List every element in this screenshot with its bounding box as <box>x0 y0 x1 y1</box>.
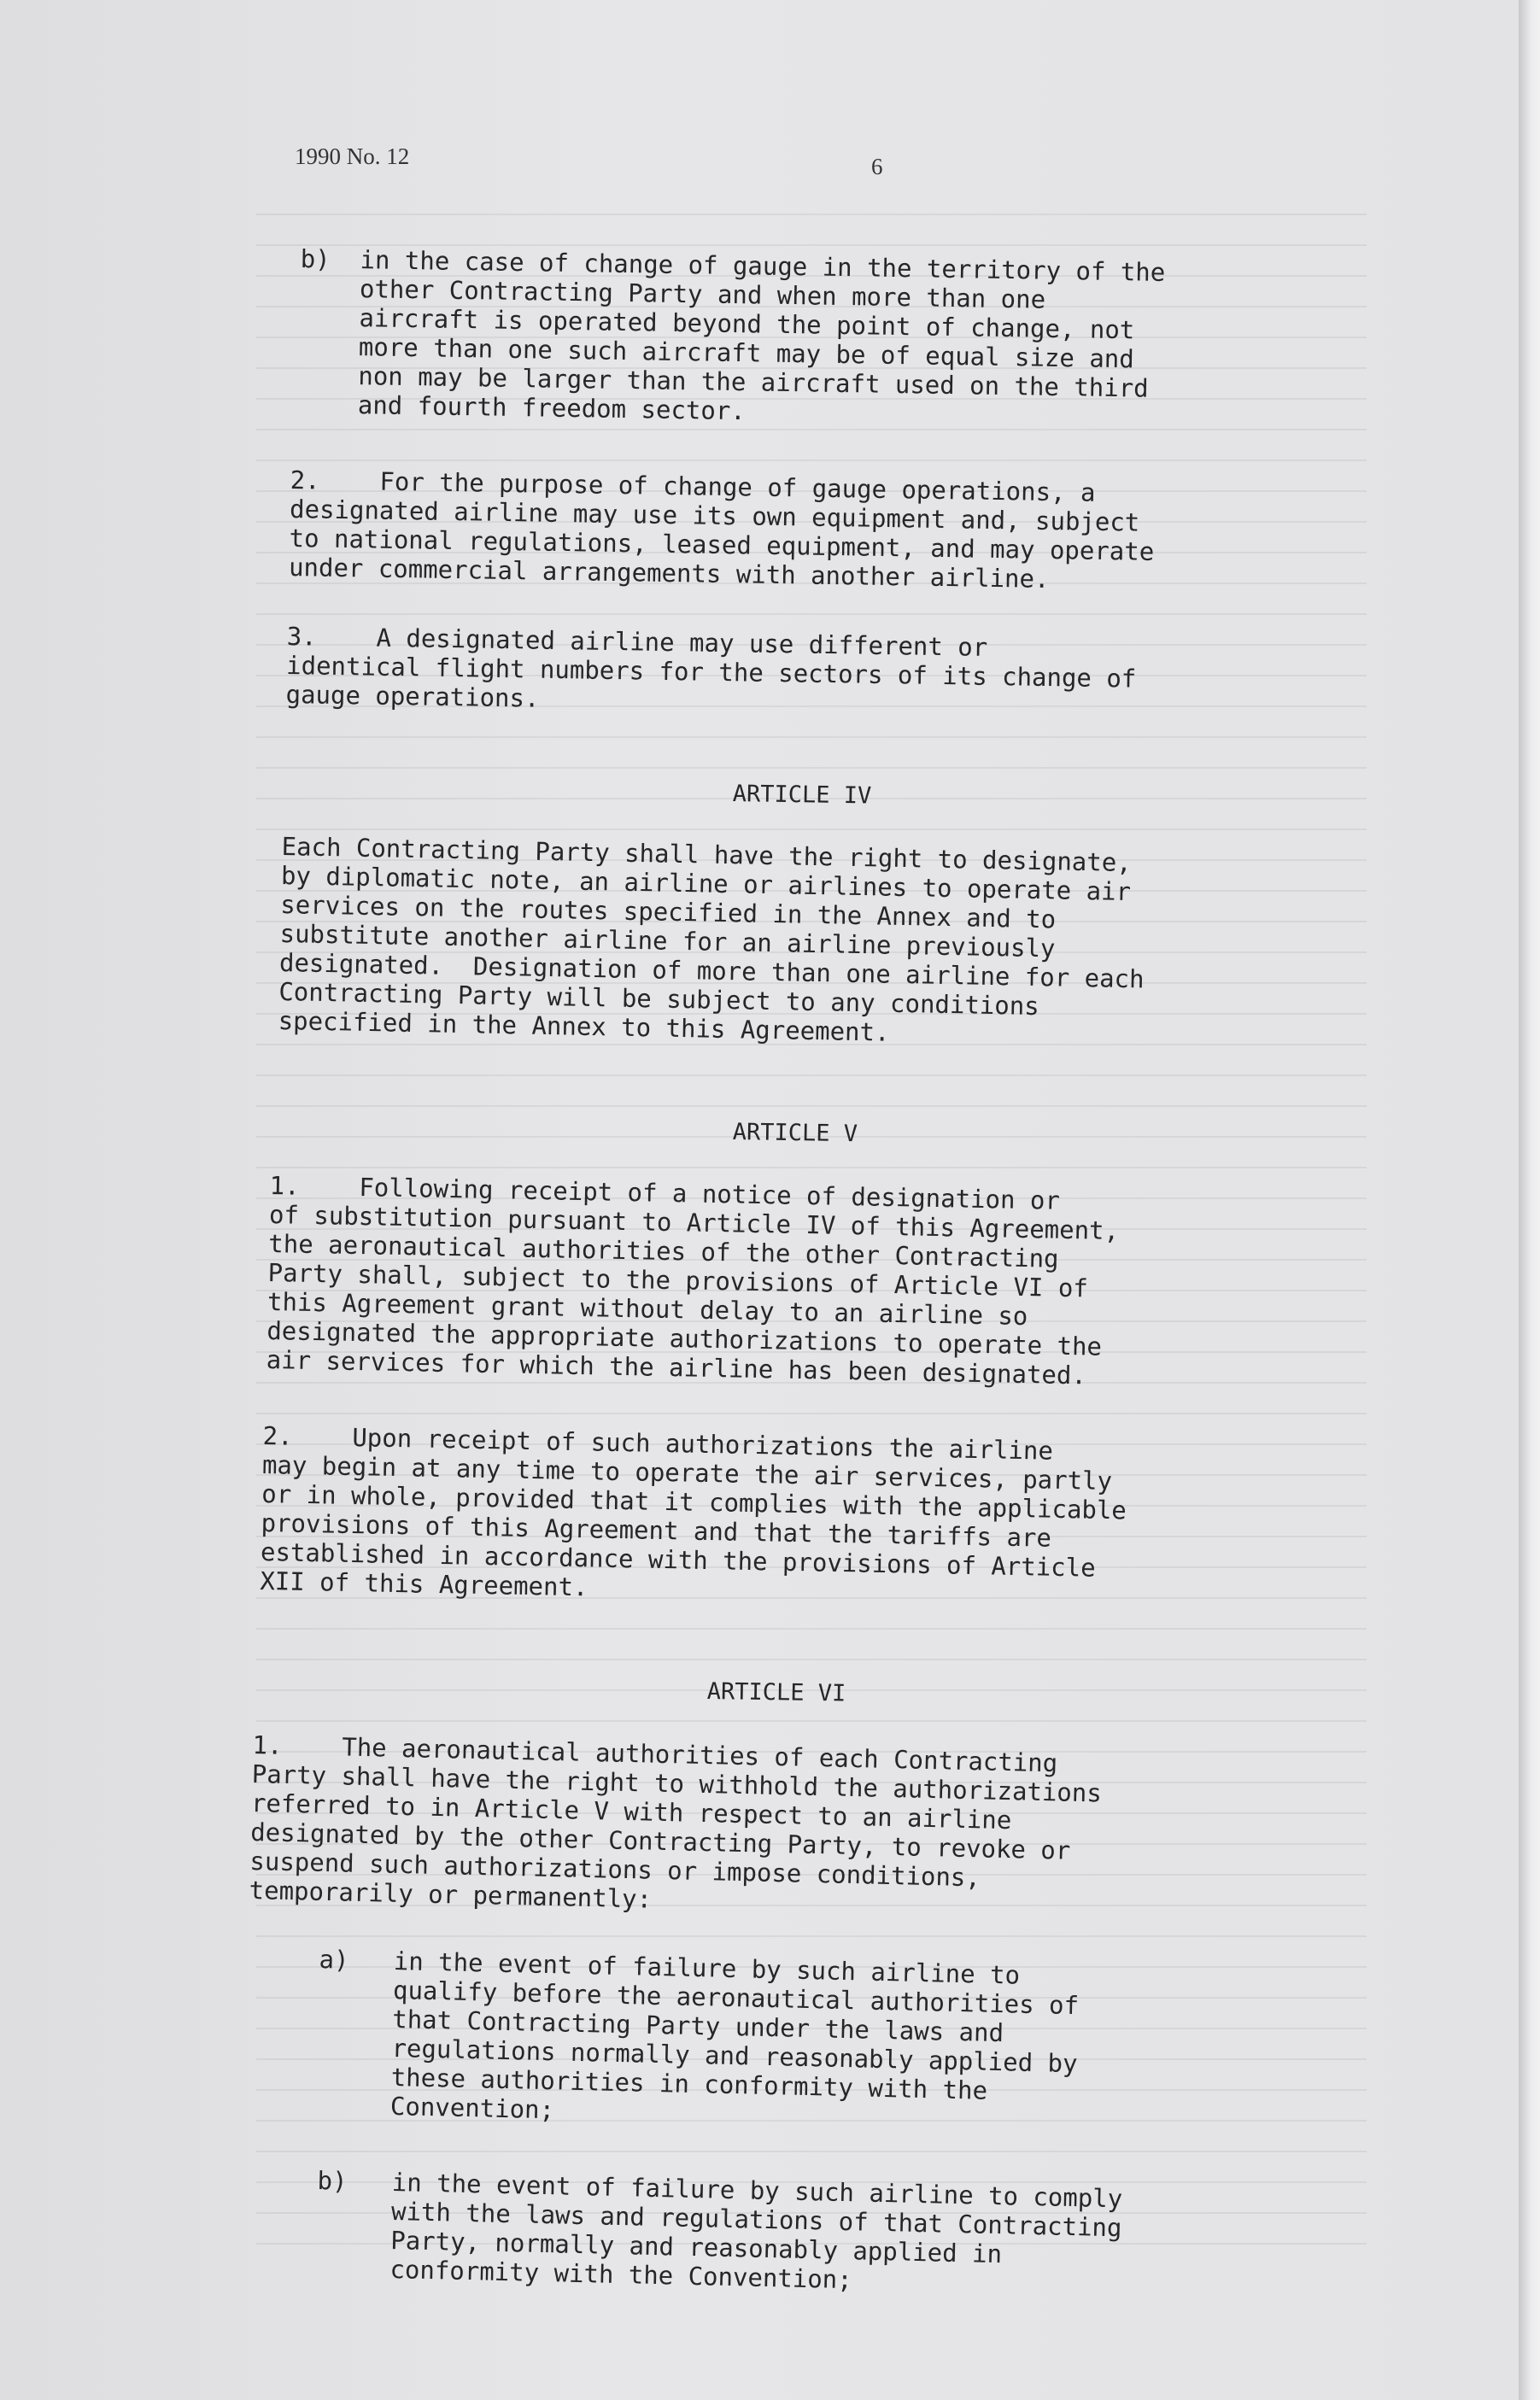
paragraph-2: 2. For the purpose of change of gauge operations, a designated airline may use its own equipment and, subject to national regulations, leased equipment, and may operate under commercial arrangements with another airline. <box>288 465 1155 594</box>
article-iv-heading: ARTICLE IV <box>732 781 872 810</box>
page-edge <box>1519 0 1540 2400</box>
publication-reference: 1990 No. 12 <box>295 143 410 169</box>
article-vi-paragraph-1: 1. The aeronautical authorities of each Contracting Party shall have the right to withhold the authorizations referred to in Article V with respect to an airline designated by the other Contracting Party, to revoke or suspend such authorizations or impose conditions, temporarily or permanently: <box>249 1730 1103 1914</box>
article-vi-item-a: a) in the event of failure by such airline to qualify before the aeronautical authorities of that Contracting Party under the laws and regulations normally and reasonably applied by these authorities in conformity with the Convention; <box>315 1945 1080 2125</box>
article-v-paragraph-1: 1. Following receipt of a notice of designation or of substitution pursuant to Article IV of this Agreement, the aeronautical authorities of the other Contracting Party shall, subject to the provisions of Article VI of this Agreement grant without delay to an airline so designated the appropriate authorizations to operate the air services for which the airline has been designated. <box>266 1171 1120 1390</box>
page-number: 6 <box>871 154 883 179</box>
article-vi-heading: ARTICLE VI <box>706 1678 846 1707</box>
article-v-heading: ARTICLE V <box>732 1119 858 1148</box>
article-v-paragraph-2: 2. Upon receipt of such authorizations the airline may begin at any time to operate the air services, partly or in whole, provided that it complies with the applicable provisions of this Agreement and that the tariffs are established in accordance with the provisions of Article XII of this Agreement. <box>260 1421 1127 1602</box>
article-iv-text: Each Contracting Party shall have the right to designate, by diplomatic note, an airline or airlines to operate air services on the routes specified in the Annex and to substitute another airline for an airline previously designated. Designation of more than one airline for each Contracting Party will be subject to any conditions specified in the Annex to this Agreement. <box>278 832 1145 1047</box>
article-vi-item-b: b) in the event of failure by such airline to comply with the laws and regulations of that Contracting Party, normally and reasonably applied in conformity with the Convention; <box>314 2166 1123 2295</box>
paragraph-3: 3. A designated airline may use different or identical flight numbers for the sectors of its change of gauge operations. <box>285 622 1137 713</box>
item-b-change-of-gauge: b) in the case of change of gauge in the territory of the other Contracting Party and when more than one aircraft is operated beyond the point of change, not more than one such aircraft may be of equal size and non may be larger than the aircraft used on the third and fourth freedom sector. <box>297 244 1166 426</box>
